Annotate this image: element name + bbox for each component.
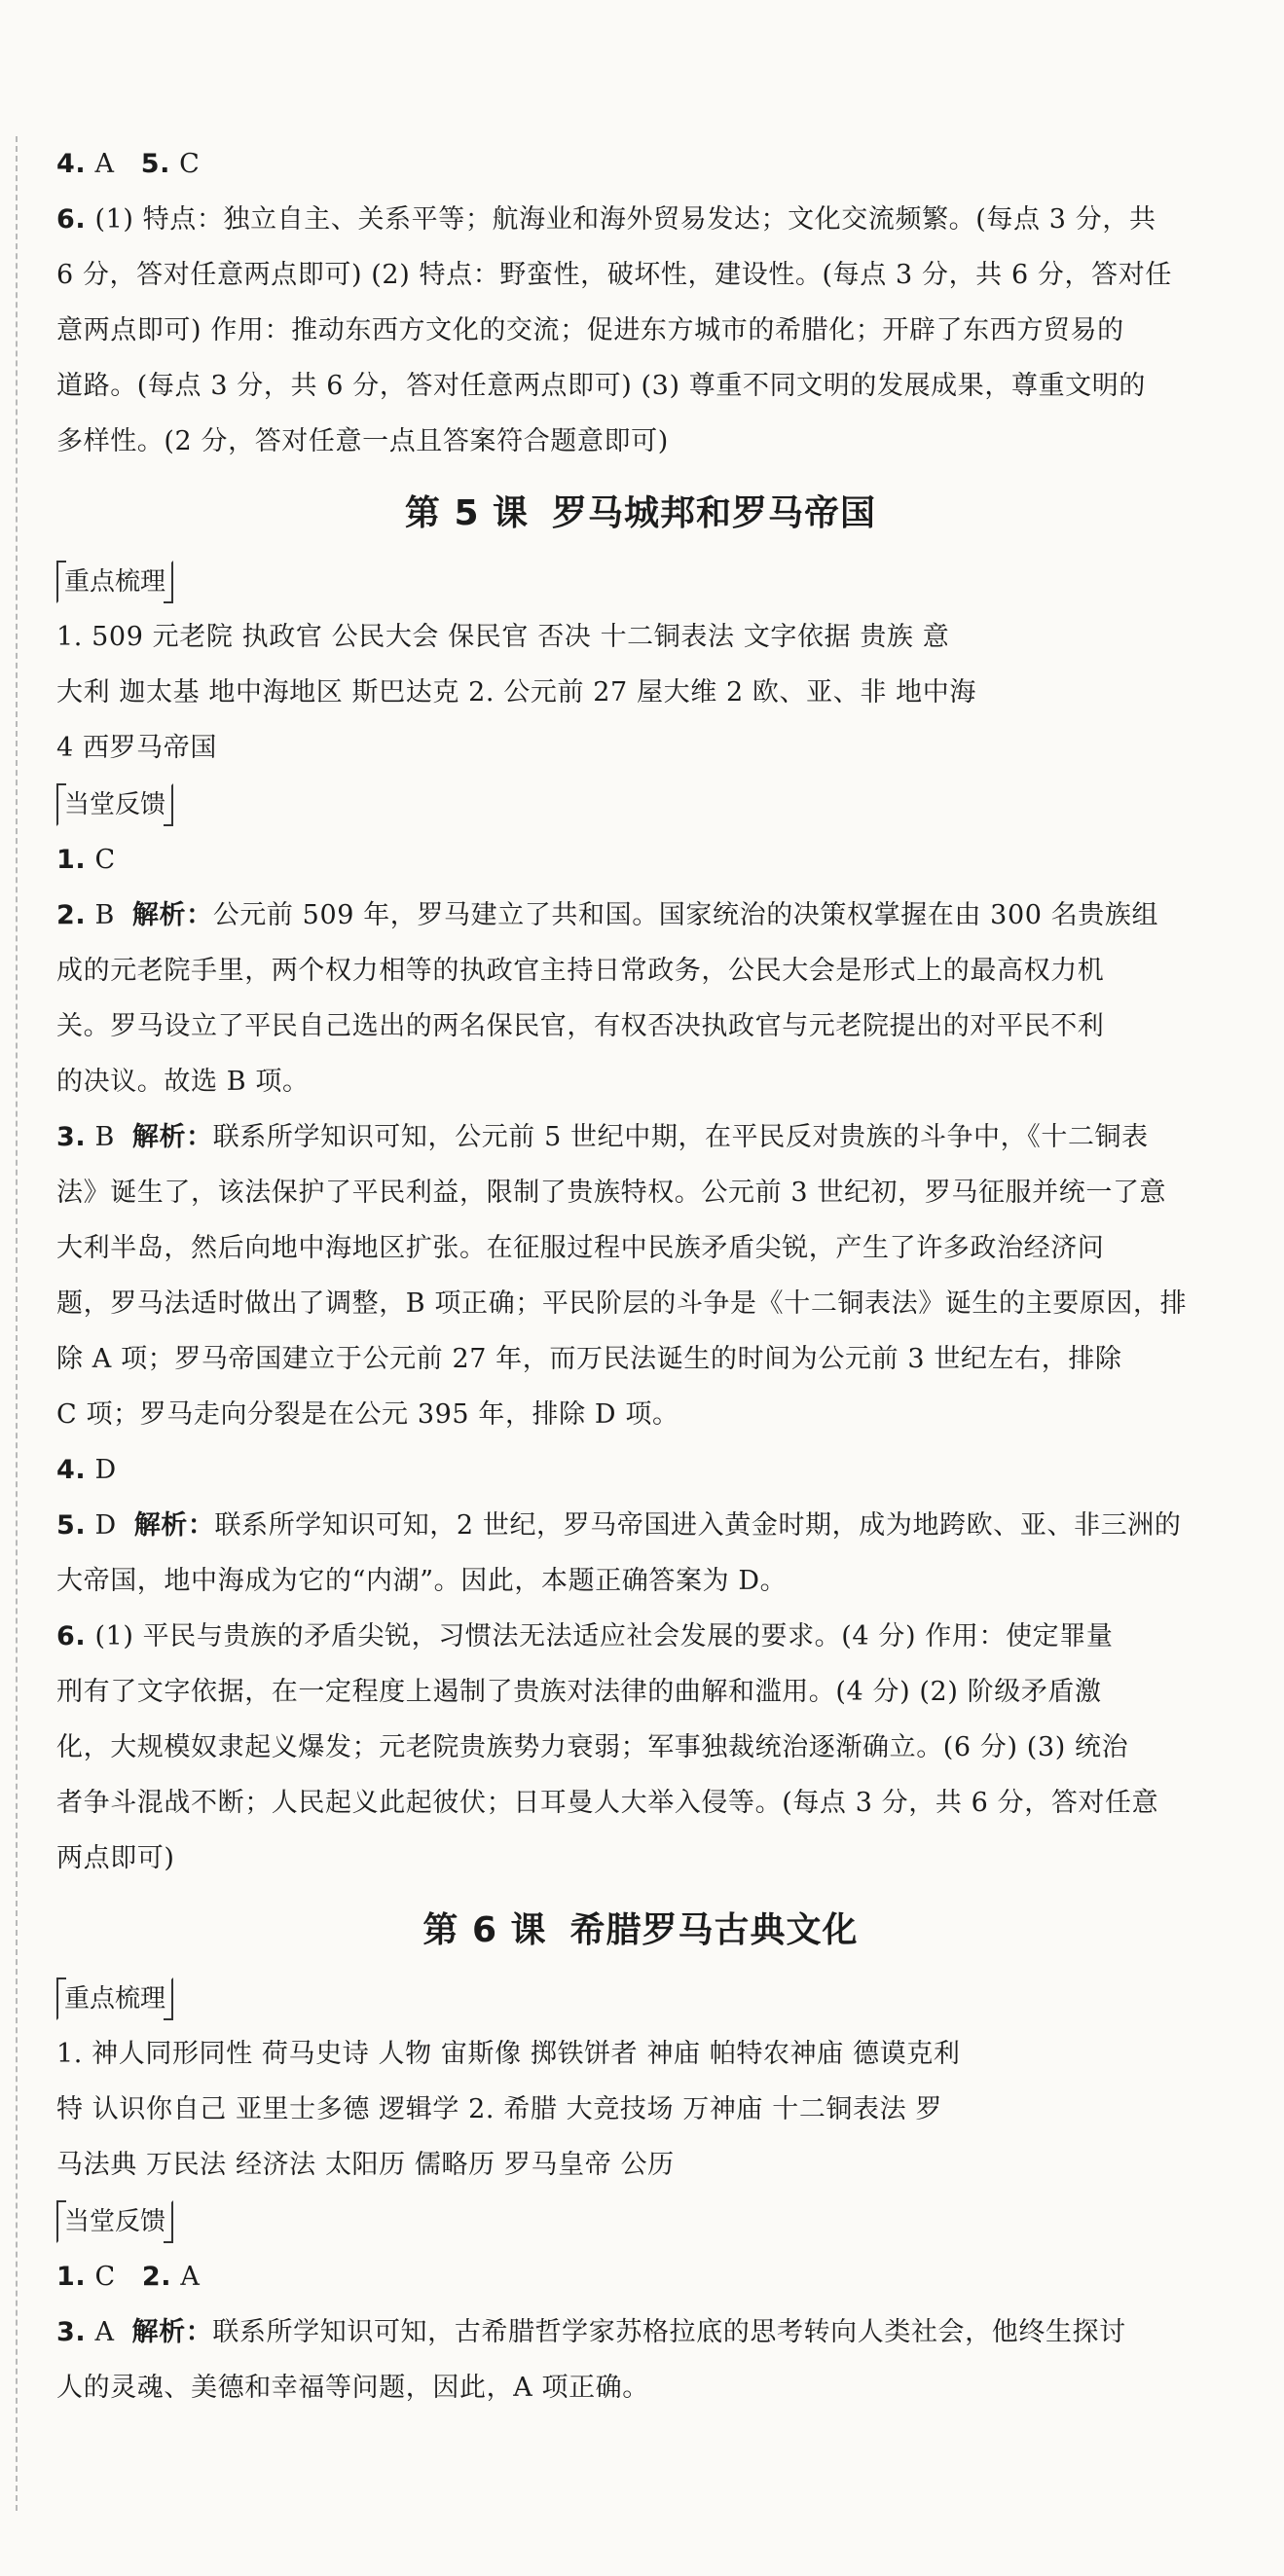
q2-answer: A [180, 2262, 201, 2292]
lesson5-feedback-tag: 当堂反馈 [56, 783, 173, 826]
lesson5-q6 [56, 1609, 1225, 1886]
q2-line: 成的元老院手里，两个权力相等的执政官主持日常政务，公民大会是形式上的最高权力机 [56, 956, 1105, 986]
lesson5-q5 [56, 1498, 1225, 1609]
q2-number: 2. [56, 900, 87, 930]
q6-line: (1) 平民与贵族的矛盾尖锐，习惯法无法适应社会发展的要求。(4 分) 作用：使定罪量 [94, 1621, 1114, 1651]
q3-number: 3. [56, 1122, 87, 1152]
q4-number: 4. [56, 1455, 87, 1485]
page-content [56, 136, 1225, 2415]
q2-line: 关。罗马设立了平民自己选出的两名保民官，有权否决执政官与元老院提出的对平民不利 [56, 1011, 1105, 1041]
q4-answer: A [94, 149, 115, 179]
lesson6-key-points [56, 2026, 1225, 2193]
lesson5-key-line: 1. 509 元老院 执政官 公民大会 保民官 否决 十二铜表法 文字依据 贵族 意 [56, 622, 950, 652]
lesson5-title-text: 罗马城邦和罗马帝国 [552, 493, 877, 533]
lesson6-title [56, 1892, 1225, 1970]
q3-line: 法》诞生了，该法保护了平民利益，限制了贵族特权。公元前 3 世纪初，罗马征服并统一了意 [56, 1178, 1167, 1208]
analysis-label: 解析： [133, 1510, 215, 1541]
lesson6-key-line: 马法典 万民法 经济法 太阳历 儒略历 罗马皇帝 公历 [56, 2150, 675, 2180]
q6-line: 刑有了文字依据，在一定程度上遏制了贵族对法律的曲解和滥用。(4 分) (2) 阶级矛盾激 [56, 1677, 1102, 1707]
analysis-label: 解析： [131, 1122, 213, 1152]
q6-line: 化，大规模奴隶起义爆发；元老院贵族势力衰弱；军事独裁统治逐渐确立。(6 分) (3) 统治 [56, 1732, 1129, 1762]
q1-number: 1. [56, 2262, 87, 2292]
q6-prev-line: 道路。(每点 3 分，共 6 分，答对任意两点即可) (3) 尊重不同文明的发展成果，尊重文明的 [56, 371, 1146, 401]
lesson6-title-text: 希腊罗马古典文化 [569, 1910, 859, 1950]
q6-prev-line: 多样性。(2 分，答对任意一点且答案符合题意即可) [56, 426, 669, 456]
q6-prev-line: (1) 特点：独立自主、关系平等；航海业和海外贸易发达；文化交流频繁。(每点 3 分，共 [94, 204, 1156, 235]
q4-answer: D [94, 1455, 117, 1485]
q3-line: 联系所学知识可知，公元前 5 世纪中期，在平民反对贵族的斗争中，《十二铜表 [212, 1122, 1149, 1152]
q2-line: 公元前 509 年，罗马建立了共和国。国家统治的决策权掌握在由 300 名贵族组 [212, 900, 1159, 930]
lesson5-q1 [56, 832, 1225, 888]
lesson5-title [56, 475, 1225, 553]
lesson5-key-points [56, 609, 1225, 776]
q5-answer: D [94, 1510, 117, 1541]
q3-number: 3. [56, 2317, 87, 2347]
lesson6-q1-q2 [56, 2249, 1225, 2304]
lesson5-q4 [56, 1442, 1225, 1498]
lesson6-key-line: 特 认识你自己 亚里士多德 逻辑学 2. 希腊 大竞技场 万神庙 十二铜表法 罗 [56, 2094, 943, 2124]
q5-number: 5. [140, 149, 170, 179]
q5-line: 大帝国，地中海成为它的“内湖”。因此，本题正确答案为 D。 [56, 1566, 788, 1596]
q1-answer: C [94, 845, 116, 875]
q3-line: 除 A 项；罗马帝国建立于公元前 27 年，而万民法诞生的时间为公元前 3 世纪左右，排除 [56, 1344, 1122, 1374]
q1-number: 1. [56, 845, 87, 875]
lesson6-key-line: 1. 神人同形同性 荷马史诗 人物 宙斯像 掷铁饼者 神庙 帕特农神庙 德谟克利 [56, 2039, 961, 2069]
q3-line: 题，罗马法适时做出了调整，B 项正确；平民阶层的斗争是《十二铜表法》诞生的主要原因，排 [56, 1288, 1188, 1319]
q6-prev-line: 意两点即可) 作用：推动东西方文化的交流；促进东方城市的希腊化；开辟了东西方贸易的 [56, 315, 1124, 345]
answer-line-q4-q5 [56, 136, 1225, 192]
q1-answer: C [94, 2262, 116, 2292]
lesson6-feedback-tag: 当堂反馈 [56, 2200, 173, 2243]
lesson5-number: 第 5 课 [404, 493, 530, 533]
q3-answer: A [94, 2317, 115, 2347]
lesson5-key-line: 大利 迦太基 地中海地区 斯巴达克 2. 公元前 27 屋大维 2 欧、亚、非 地中海 [56, 677, 976, 707]
q2-line: 的决议。故选 B 项。 [56, 1067, 310, 1097]
q3-line: 联系所学知识可知，古希腊哲学家苏格拉底的思考转向人类社会，他终生探讨 [212, 2317, 1126, 2347]
q6-prev-answer [56, 192, 1225, 469]
lesson5-q2 [56, 888, 1225, 1109]
analysis-label: 解析： [131, 900, 213, 930]
q5-line: 联系所学知识可知，2 世纪，罗马帝国进入黄金时期，成为地跨欧、亚、非三洲的 [214, 1510, 1182, 1541]
q5-number: 5. [56, 1510, 87, 1541]
q6-number: 6. [56, 1621, 87, 1651]
q3-line: C 项；罗马走向分裂是在公元 395 年，排除 D 项。 [56, 1399, 679, 1430]
q5-answer: C [179, 149, 201, 179]
q2-number: 2. [141, 2262, 172, 2292]
lesson5-q3 [56, 1109, 1225, 1442]
q6-prev-number: 6. [56, 204, 87, 235]
q3-line: 人的灵魂、美德和幸福等问题，因此，A 项正确。 [56, 2373, 649, 2403]
q6-prev-line: 6 分，答对任意两点即可) (2) 特点：野蛮性，破坏性，建设性。(每点 3 分，共 6 分，答对任 [56, 260, 1172, 290]
lesson5-key-points-tag: 重点梳理 [56, 561, 173, 603]
q4-number: 4. [56, 149, 87, 179]
q6-line: 者争斗混战不断；人民起义此起彼伏；日耳曼人大举入侵等。(每点 3 分，共 6 分，答对任意 [56, 1788, 1159, 1818]
lesson6-key-points-tag: 重点梳理 [56, 1977, 173, 2020]
q6-line: 两点即可) [56, 1843, 175, 1873]
q3-line: 大利半岛，然后向地中海地区扩张。在征服过程中民族矛盾尖锐，产生了许多政治经济问 [56, 1233, 1105, 1263]
lesson5-key-line: 4 西罗马帝国 [56, 733, 217, 763]
analysis-label: 解析： [131, 2317, 213, 2347]
q2-answer: B [94, 900, 115, 930]
binding-dashed-line [16, 136, 18, 2511]
lesson6-q3 [56, 2304, 1225, 2415]
q3-answer: B [94, 1122, 115, 1152]
lesson6-number: 第 6 课 [422, 1910, 547, 1950]
